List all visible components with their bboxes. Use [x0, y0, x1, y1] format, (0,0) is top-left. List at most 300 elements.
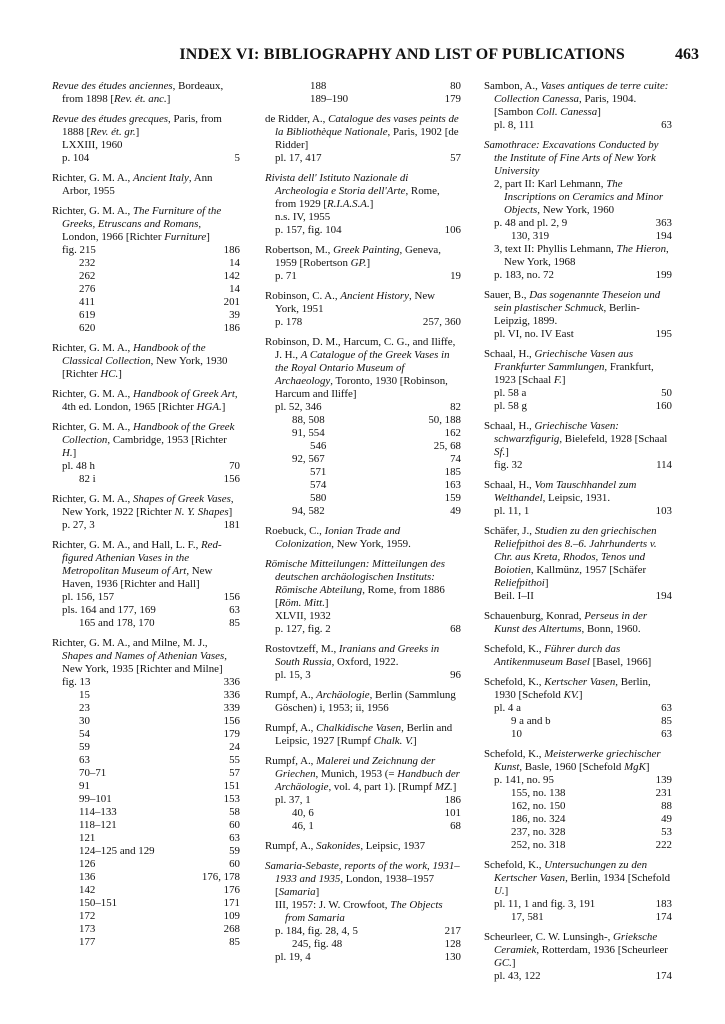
entry-citation — [265, 244, 461, 270]
catalogue-number: 60 — [229, 858, 240, 870]
reference-row — [484, 715, 672, 728]
reference-row — [484, 230, 672, 243]
entry-citation — [265, 689, 461, 715]
catalogue-number: 171 — [223, 897, 240, 909]
citation-text: ] — [452, 781, 457, 793]
catalogue-number: 153 — [223, 793, 240, 805]
reference-locator: 155, no. 138 — [511, 787, 566, 799]
catalogue-number: 85 — [661, 715, 672, 727]
citation-text: Sauer, B., — [484, 289, 530, 301]
catalogue-number: 156 — [223, 473, 240, 485]
reference-row — [265, 794, 461, 807]
catalogue-number: 231 — [655, 787, 672, 799]
citation-text: Richter, G. M. A., and Hall, L. F., — [52, 539, 202, 551]
page-number: 463 — [675, 46, 699, 63]
reference-row — [484, 728, 672, 741]
reference-row — [265, 492, 461, 505]
reference-locator: 17, 581 — [511, 911, 544, 923]
italic-title-text: KV. — [563, 689, 579, 701]
catalogue-number: 106 — [444, 224, 461, 236]
entry-citation — [52, 493, 240, 519]
reference-row — [484, 119, 672, 132]
bibliography-entry — [484, 643, 672, 669]
bibliography-entry — [265, 290, 461, 329]
bibliography-entry — [484, 748, 672, 852]
reference-locator: 172 — [79, 910, 96, 922]
catalogue-number: 80 — [450, 80, 461, 92]
italic-title-text: Shapes and Names of Athenian Vases — [62, 650, 225, 662]
catalogue-number: 186 — [223, 322, 240, 334]
reference-row — [484, 269, 672, 282]
citation-text: , Geneva, 1959 [Robertson — [275, 244, 441, 269]
catalogue-number: 195 — [655, 328, 672, 340]
citation-text: 3, text II: Phyllis Lehmann, — [494, 243, 617, 255]
citation-text: , Cambridge, 1953 [Richter — [107, 434, 227, 446]
catalogue-number: 222 — [655, 839, 672, 851]
italic-title-text: Shapes of Greek Vases — [132, 493, 231, 505]
catalogue-number: 217 — [444, 925, 461, 937]
citation-text: , Berlin, 1934 [Schefold — [565, 872, 671, 884]
catalogue-number: 14 — [229, 283, 240, 295]
reference-locator: 59 — [79, 741, 90, 753]
citation-text: de Ridder, A., — [265, 113, 329, 125]
bibliography-entry — [484, 931, 672, 983]
reference-locator: 118–121 — [79, 819, 117, 831]
citation-text: III, 1957: J. W. Crowfoot, — [275, 899, 391, 911]
reference-locator: 232 — [79, 257, 96, 269]
entry-citation — [265, 722, 461, 748]
citation-text: Robertson, M., — [265, 244, 334, 256]
bibliography-entry — [52, 172, 240, 198]
catalogue-number: 174 — [655, 970, 672, 982]
bibliography-entry — [484, 289, 672, 341]
reference-row — [52, 244, 240, 257]
citation-text: Rumpf, A., — [265, 689, 317, 701]
entry-citation — [484, 420, 672, 459]
page-header — [0, 46, 725, 68]
reference-locator: 63 — [79, 754, 90, 766]
catalogue-number: 82 — [450, 401, 461, 413]
italic-title-text: Ancient History — [340, 290, 410, 302]
reference-locator: p. 27, 3 — [62, 519, 95, 531]
reference-row — [265, 414, 461, 427]
reference-locator: 619 — [79, 309, 96, 321]
entry-citation — [265, 113, 461, 152]
catalogue-number: 85 — [229, 617, 240, 629]
reference-row — [484, 774, 672, 787]
reference-row — [484, 800, 672, 813]
catalogue-number: 114 — [656, 459, 672, 471]
catalogue-number: 63 — [661, 119, 672, 131]
entry-citation — [52, 539, 240, 591]
reference-locator: pl. 11, 1 — [494, 505, 530, 517]
reference-row — [52, 845, 240, 858]
reference-row — [52, 767, 240, 780]
entry-citation — [52, 113, 240, 139]
bibliography-entry — [265, 172, 461, 237]
bibliography-entry — [265, 336, 461, 518]
reference-row — [265, 224, 461, 237]
catalogue-number: 339 — [223, 702, 240, 714]
bibliography-entry — [265, 755, 461, 833]
bibliography-entry — [265, 244, 461, 283]
bibliography-entry — [484, 610, 672, 636]
catalogue-number: 5 — [234, 152, 240, 164]
reference-row — [52, 819, 240, 832]
reference-locator: fig. 32 — [494, 459, 523, 471]
reference-row — [52, 936, 240, 949]
citation-text: [Basel, 1966] — [589, 656, 652, 668]
reference-row — [52, 780, 240, 793]
reference-row — [52, 604, 240, 617]
reference-row — [484, 505, 672, 518]
bibliography-entry — [52, 80, 240, 106]
italic-title-text: Iranians and Greeks in South Russia — [275, 643, 440, 668]
italic-title-text: A Catalogue of the Greek Vases in the Royal Ontario Museum of Archaeology — [275, 349, 450, 387]
catalogue-number: 39 — [229, 309, 240, 321]
catalogue-number: 181 — [223, 519, 240, 531]
italic-title-text: Furniture — [164, 231, 207, 243]
reference-row — [265, 951, 461, 964]
index-column-3 — [484, 80, 672, 990]
reference-locator: 136 — [79, 871, 96, 883]
reference-row — [52, 309, 240, 322]
citation-text: , New Haven, 1936 [Richter and Hall] — [62, 565, 213, 590]
citation-text: Richter, G. M. A., — [52, 205, 133, 217]
italic-title-text: GC. — [494, 957, 512, 969]
italic-title-text: Coll. Canessa — [536, 106, 598, 118]
citation-text: Rumpf, A., — [265, 722, 317, 734]
reference-row — [484, 459, 672, 472]
reference-locator: 99–101 — [79, 793, 112, 805]
catalogue-number: 63 — [229, 832, 240, 844]
reference-row — [265, 669, 461, 682]
italic-title-text: The Objects from Samaria — [285, 899, 443, 924]
reference-row — [484, 590, 672, 603]
reference-row — [52, 257, 240, 270]
reference-locator: pl. 43, 122 — [494, 970, 541, 982]
entry-citation — [484, 748, 672, 774]
catalogue-number: 63 — [661, 702, 672, 714]
reference-locator: 189–190 — [310, 93, 349, 105]
volume-line: n.s. IV, 1955 — [275, 211, 331, 223]
italic-title-text: Handbook of Greek Art — [132, 388, 235, 400]
catalogue-number: 142 — [223, 270, 240, 282]
reference-row — [52, 884, 240, 897]
entry-citation — [484, 348, 672, 387]
catalogue-number: 160 — [655, 400, 672, 412]
reference-row — [52, 322, 240, 335]
citation-text: ] — [72, 447, 77, 459]
citation-text: Schaal, H., — [484, 348, 535, 360]
citation-text: Scheurleer, C. W. Lunsingh-, — [484, 931, 614, 943]
citation-text: Richter, G. M. A., — [52, 493, 133, 505]
citation-text: , Paris, 1902 [de Ridder] — [275, 126, 459, 151]
bibliography-entry — [265, 689, 461, 715]
italic-title-text: Das sogenannte Theseion und sein plastischer Schmuck — [494, 289, 661, 314]
reference-row — [265, 807, 461, 820]
reference-locator: 88, 508 — [292, 414, 325, 426]
reference-locator: 252, no. 318 — [511, 839, 566, 851]
citation-text: , Berlin (Sammlung Göschen) i, 1953; ii, 1956 — [275, 689, 456, 714]
citation-text: , London, 1938–1957 [ — [275, 873, 435, 898]
italic-title-text: Handbuch der Archäologie — [275, 768, 460, 793]
reference-row — [265, 401, 461, 414]
italic-title-text: Handbook of the Greek Collection — [62, 421, 235, 446]
italic-title-text: Chalk. V. — [373, 735, 414, 747]
bibliography-entry — [265, 860, 461, 964]
running-title: INDEX VI: BIBLIOGRAPHY AND LIST OF PUBLICATIONS — [179, 46, 625, 63]
entry-citation — [484, 931, 672, 970]
catalogue-number: 57 — [229, 767, 240, 779]
reference-locator: 620 — [79, 322, 96, 334]
citation-text: ] — [597, 106, 601, 118]
reference-locator: 82 i — [79, 473, 96, 485]
reference-locator: p. 184, fig. 28, 4, 5 — [275, 925, 358, 937]
catalogue-number: 163 — [444, 479, 461, 491]
citation-text: ] — [544, 577, 549, 589]
citation-text: , Leipsic, 1937 — [360, 840, 426, 852]
citation-text: Schefold, K., — [484, 676, 545, 688]
reference-locator: 15 — [79, 689, 90, 701]
catalogue-number: 194 — [655, 590, 672, 602]
italic-title-text: Rev. ét. anc. — [114, 93, 167, 105]
italic-title-text: Ancient Italy — [132, 172, 189, 184]
catalogue-number: 88 — [661, 800, 672, 812]
italic-title-text: The Hieron — [616, 243, 667, 255]
reference-row — [52, 897, 240, 910]
reference-locator: 9 a and b — [511, 715, 551, 727]
reference-row — [265, 479, 461, 492]
entry-citation — [265, 525, 461, 551]
citation-text: Schauenburg, Konrad, — [484, 610, 585, 622]
citation-text: Richter, G. M. A., — [52, 421, 133, 433]
citation-text: Sambon, A., — [484, 80, 541, 92]
entry-citation — [265, 336, 461, 401]
catalogue-number: 96 — [450, 669, 461, 681]
reference-row — [265, 453, 461, 466]
citation-text: 2, part II: Karl Lehmann, — [494, 178, 607, 190]
catalogue-number: 63 — [229, 604, 240, 616]
entry-citation — [484, 859, 672, 898]
entry-citation — [52, 421, 240, 460]
entry-citation — [52, 205, 240, 244]
bibliography-entry — [52, 113, 240, 165]
reference-locator: pl. 15, 3 — [275, 669, 311, 681]
entry-citation — [265, 558, 461, 610]
catalogue-number: 68 — [450, 623, 461, 635]
citation-text: , vol. 4, part 1). [Rumpf — [328, 781, 435, 793]
bibliography-entry — [265, 80, 461, 106]
italic-title-text: Ionian Trade and Colonization — [275, 525, 401, 550]
reference-locator: pl. 58 a — [494, 387, 527, 399]
citation-text: , Leipsic, 1931. — [542, 492, 611, 504]
italic-title-text: Sakonides — [316, 840, 361, 852]
reference-locator: 165 and 178, 170 — [79, 617, 155, 629]
reference-locator: p. 71 — [275, 270, 297, 282]
reference-row — [484, 387, 672, 400]
catalogue-number: 55 — [229, 754, 240, 766]
entry-citation — [265, 755, 461, 794]
reference-row — [484, 217, 672, 230]
reference-locator: 162, no. 150 — [511, 800, 566, 812]
bibliography-entry — [52, 421, 240, 486]
reference-locator: 54 — [79, 728, 90, 740]
sub-citation — [484, 243, 672, 269]
catalogue-number: 159 — [444, 492, 461, 504]
catalogue-number: 176, 178 — [201, 871, 240, 883]
reference-row — [52, 617, 240, 630]
reference-locator: pl. 11, 1 and fig. 3, 191 — [494, 898, 596, 910]
reference-row — [265, 93, 461, 106]
reference-row — [52, 152, 240, 165]
italic-title-text: Führer durch das Antikenmuseum Basel — [494, 643, 621, 668]
italic-title-text: HC. — [100, 368, 119, 380]
citation-text: , Ann Arbor, 1955 — [62, 172, 213, 197]
reference-locator: 91, 554 — [292, 427, 325, 439]
italic-title-text: Perseus in der Kunst des Altertums — [494, 610, 648, 635]
reference-locator: 245, fig. 48 — [292, 938, 343, 950]
reference-row — [265, 270, 461, 283]
reference-locator: 237, no. 328 — [511, 826, 566, 838]
reference-row — [484, 826, 672, 839]
entry-citation — [52, 342, 240, 381]
citation-text: Schaal, H., — [484, 420, 535, 432]
entry-citation — [52, 388, 240, 414]
citation-text: Robinson, D. M., Harcum, C. G., and Iliffe, J. H., — [265, 336, 456, 361]
italic-title-text: Catalogue des vases peints de la Bibliothèque Nationale — [275, 113, 459, 138]
italic-title-text: The Inscriptions on Ceramics and Minor Objects — [504, 178, 664, 216]
catalogue-number: 19 — [450, 270, 461, 282]
citation-text: Robinson, C. A., — [265, 290, 341, 302]
italic-title-text: MZ. — [434, 781, 453, 793]
catalogue-number: 186 — [223, 244, 240, 256]
reference-row — [52, 858, 240, 871]
reference-locator: 30 — [79, 715, 90, 727]
italic-title-text: Sf. — [494, 446, 506, 458]
reference-locator: 91 — [79, 780, 90, 792]
reference-locator: fig. 13 — [62, 676, 91, 688]
italic-title-text: GP. — [350, 257, 367, 269]
reference-row — [265, 820, 461, 833]
citation-text: , Frankfurt, 1923 [Schaal — [494, 361, 654, 386]
citation-text: , Paris, from 1888 [ — [62, 113, 222, 138]
citation-text: , Bonn, 1960. — [581, 623, 641, 635]
citation-text: Richter, G. M. A., — [52, 342, 133, 354]
reference-row — [484, 787, 672, 800]
index-column-1 — [52, 80, 240, 956]
catalogue-number: 50 — [661, 387, 672, 399]
citation-text: ] — [118, 368, 122, 380]
catalogue-number: 268 — [223, 923, 240, 935]
reference-locator: p. 183, no. 72 — [494, 269, 554, 281]
citation-text: ] — [221, 401, 226, 413]
catalogue-number: 156 — [223, 715, 240, 727]
reference-row — [52, 283, 240, 296]
citation-text: Roebuck, C., — [265, 525, 325, 537]
catalogue-number: 53 — [661, 826, 672, 838]
reference-row — [265, 925, 461, 938]
reference-row — [484, 911, 672, 924]
reference-row — [265, 938, 461, 951]
italic-title-text: Griechische Vasen: schwarzfigurig — [494, 420, 619, 445]
catalogue-number: 59 — [229, 845, 240, 857]
reference-locator: pl. 17, 417 — [275, 152, 322, 164]
citation-text: , Toronto, 1930 [Robinson, Harcum and Iliffe] — [275, 375, 448, 400]
citation-text: ] — [315, 886, 320, 898]
reference-locator: 580 — [310, 492, 327, 504]
bibliography-entry — [484, 139, 672, 282]
citation-text: ] — [206, 231, 210, 243]
reference-locator: 188 — [310, 80, 327, 92]
entry-citation — [52, 637, 240, 676]
citation-text: Rumpf, A., — [265, 755, 317, 767]
reference-row — [52, 923, 240, 936]
italic-title-text: Rivista dell' Istituto Nazionale di Archeologia e Storia dell'Arte — [265, 172, 409, 197]
entry-citation — [52, 80, 240, 106]
catalogue-number: 363 — [655, 217, 672, 229]
catalogue-number: 58 — [229, 806, 240, 818]
reference-locator: p. 127, fig. 2 — [275, 623, 331, 635]
reference-row — [484, 813, 672, 826]
bibliography-entry — [484, 676, 672, 741]
reference-locator: 177 — [79, 936, 96, 948]
entry-citation — [484, 525, 672, 590]
reference-locator: 70–71 — [79, 767, 107, 779]
reference-row — [265, 466, 461, 479]
entry-citation — [484, 643, 672, 669]
citation-text: ] — [324, 597, 329, 609]
citation-text: , Rotterdam, 1936 [Scheurleer — [536, 944, 668, 956]
catalogue-number: 50, 188 — [428, 414, 461, 426]
italic-title-text: Studien zu den griechischen Reliefpithoi des 8.–6. Jahrhunderts v. Chr. aus Kreta, Rhodos, Tenos und Boiotien — [494, 525, 657, 576]
italic-title-text: Archäologie — [316, 689, 370, 701]
italic-title-text: Vom Tauschhandel zum Welthandel — [494, 479, 637, 504]
reference-row — [484, 328, 672, 341]
reference-locator: 40, 6 — [292, 807, 314, 819]
italic-title-text: The Furniture of the Greeks, Etruscans and Romans — [62, 205, 222, 230]
citation-text: Schefold, K., — [484, 748, 545, 760]
catalogue-number: 101 — [444, 807, 461, 819]
italic-title-text: Samaria-Sebaste, reports of the work, 1931–1933 and 1935 — [265, 860, 460, 885]
citation-text: , Basle, 1960 [Schefold — [519, 761, 625, 773]
reference-row — [484, 400, 672, 413]
reference-row — [52, 832, 240, 845]
reference-row — [52, 689, 240, 702]
reference-locator: pl. 48 h — [62, 460, 95, 472]
citation-text: Schefold, K., — [484, 643, 545, 655]
citation-text: Rumpf, A., — [265, 840, 317, 852]
entry-citation — [265, 860, 461, 899]
catalogue-number: 25, 68 — [433, 440, 461, 452]
reference-locator: pls. 164 and 177, 169 — [62, 604, 156, 616]
citation-text: , New York, 1930 [Richter — [62, 355, 228, 380]
italic-title-text: Revue des études anciennes — [52, 80, 173, 92]
italic-title-text: Untersuchungen zu den Kertscher Vasen — [494, 859, 648, 884]
catalogue-number: 201 — [223, 296, 240, 308]
catalogue-number: 162 — [444, 427, 461, 439]
citation-text: ] — [511, 957, 516, 969]
bibliography-entry — [265, 558, 461, 636]
italic-title-text: Reliefpithoi — [494, 577, 545, 589]
reference-locator: pl. 52, 346 — [275, 401, 322, 413]
italic-title-text: Röm. Mitt. — [278, 597, 325, 609]
italic-title-text: Rev. ét. gr. — [90, 126, 136, 138]
citation-text: , New York, 1951 — [275, 290, 436, 315]
reference-row — [265, 505, 461, 518]
reference-row — [52, 793, 240, 806]
bibliography-entry — [265, 525, 461, 551]
